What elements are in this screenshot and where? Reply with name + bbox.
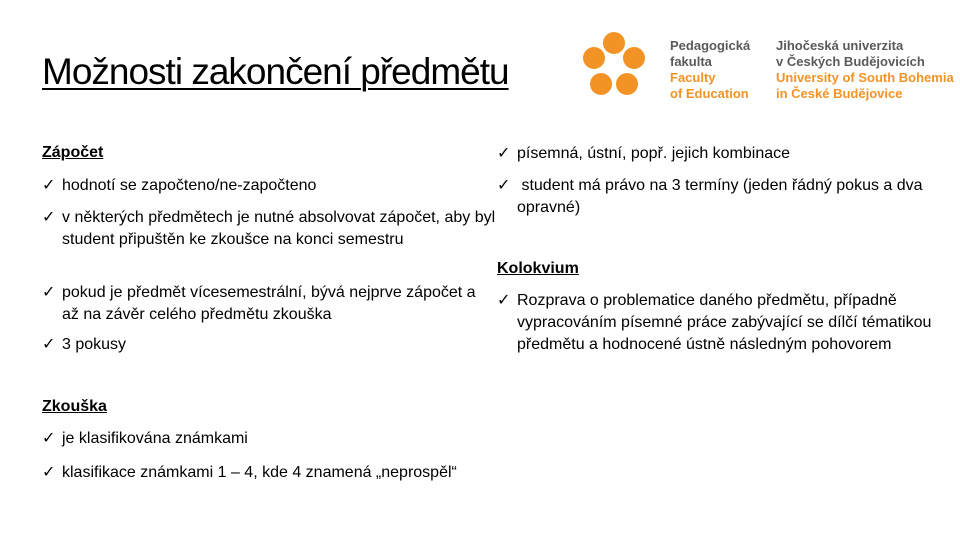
zapocet-heading: Zápočet [42,144,104,161]
item-text: student má právo na 3 termíny (jeden řádný pokus a dva opravné) [517,177,923,216]
zkouska-heading: Zkouška [42,398,107,415]
list-item [42,175,522,197]
logo-line: of Education [670,86,749,101]
item-text: hodnotí se započteno/ne-započteno [62,177,317,194]
item-text: klasifikace známkami 1 – 4, kde 4 znamená „neprospěl“ [62,464,457,481]
list-item [42,207,532,251]
checkmark-icon: ✓ [42,284,56,301]
list-item [42,462,462,484]
list-item [42,282,492,326]
checkmark-icon: ✓ [42,209,56,226]
list-item [497,143,957,165]
logo-line: in České Budějovice [776,86,903,101]
checkmark-icon: ✓ [42,177,56,194]
slide-title: Možnosti zakončení předmětu [42,51,509,92]
item-text: písemná, ústní, popř. jejich kombinace [517,145,791,162]
logo-line: Faculty [670,70,716,85]
logo-line: University of South Bohemia [776,70,954,85]
list-item [42,334,492,356]
list-item [42,428,492,450]
list-item [497,175,960,219]
logo-line: v Českých Budějovicích [776,54,925,69]
item-text: Rozprava o problematice daného předmětu, případně vypracováním písemné práce zabývající se dílčí tématikou předmětu a hodnocené ústně následným pohovorem [517,292,932,353]
checkmark-icon: ✓ [42,464,56,481]
item-text: v některých předmětech je nutné absolvovat zápočet, aby byl student připuštěn ke zkoušce na konci semestru [62,209,496,248]
logo-line: fakulta [670,54,712,69]
kolokvium-heading: Kolokvium [497,260,579,277]
checkmark-icon: ✓ [497,177,511,194]
list-item [497,290,960,356]
logo-text-faculty [670,38,750,102]
item-text: 3 pokusy [62,336,127,353]
checkmark-icon: ✓ [497,145,511,162]
item-text: pokud je předmět vícesemestrální, bývá nejprve zápočet a až na závěr celého předmětu zkouška [62,284,476,323]
item-text: je klasifikována známkami [62,430,248,447]
logo-line: Jihočeská univerzita [776,38,904,53]
logo-text-university [776,38,954,102]
checkmark-icon: ✓ [42,430,56,447]
flower-logo-icon [580,30,648,102]
checkmark-icon: ✓ [42,336,56,353]
logo-line: Pedagogická [670,38,751,53]
faculty-logo [580,30,960,110]
checkmark-icon: ✓ [497,292,511,309]
